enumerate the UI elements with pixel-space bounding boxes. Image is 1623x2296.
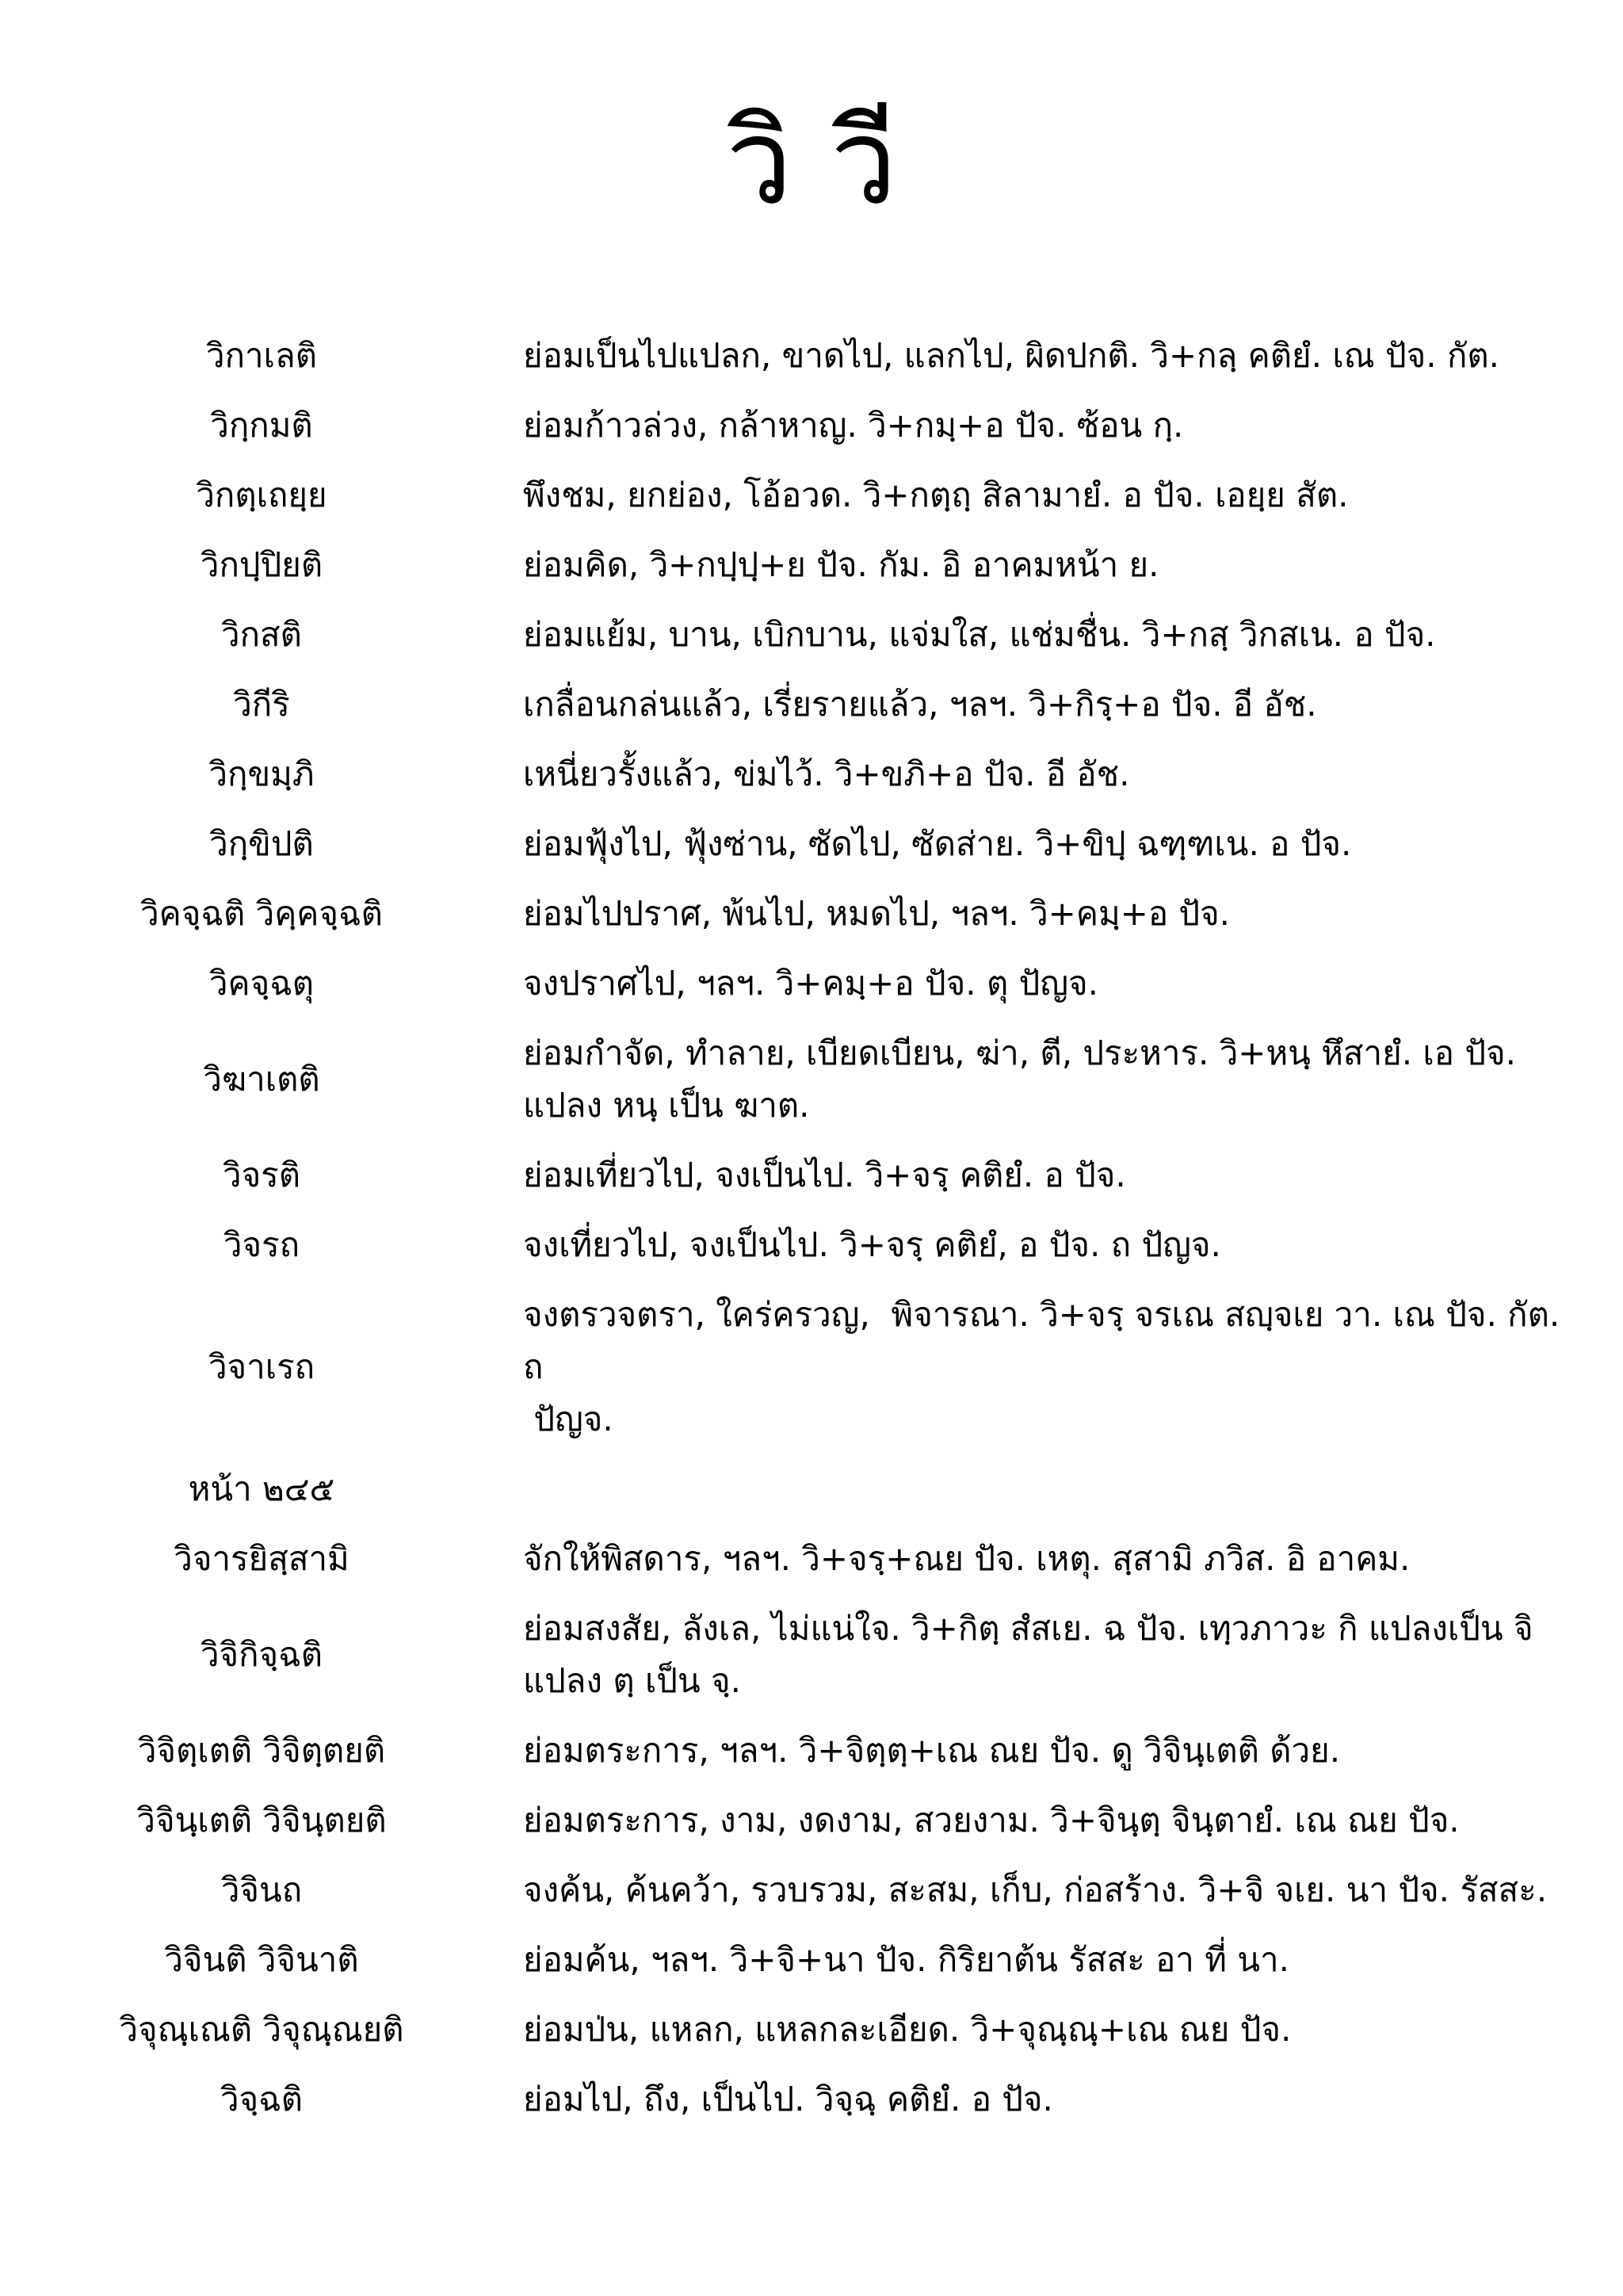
dictionary-entry: [0, 670, 1623, 739]
entry-term: วิจาเรถ: [208, 1347, 315, 1386]
entry-meaning: จักให้พิสดาร, ฯลฯ. วิ+จรฺ+ณย ปัจ. เหตุ. สฺสามิ ภวิส. อิ อาคม.: [523, 1539, 1411, 1578]
entry-meaning: ย่อมตระการ, ฯลฯ. วิ+จิตฺตฺ+เณ ณย ปัจ. ดู วิจินฺเตติ ด้วย.: [523, 1731, 1341, 1770]
page-title: วิ วี: [725, 94, 898, 231]
entry-term: วิจิกิจฺฉติ: [200, 1635, 323, 1674]
dictionary-entry: [0, 1140, 1623, 1210]
dictionary-entry: [0, 1594, 1623, 1716]
entry-term: วิจุณฺเณติ วิจุณฺณยติ: [119, 2010, 404, 2049]
entry-term: วิฆาเตติ: [203, 1060, 320, 1098]
entry-term: วิคจฺฉติ วิคฺคจฺฉติ: [140, 894, 383, 933]
entry-term: วิจารยิสฺสามิ: [174, 1539, 349, 1578]
entry-meaning: ย่อมเป็นไปแปลก, ขาดไป, แลกไป, ผิดปกติ. วิ+กลฺ คติยํ. เณ ปัจ. กัต.: [523, 336, 1500, 375]
entry-term: วิคจฺฉตุ: [208, 964, 315, 1003]
dictionary-entry: [0, 1925, 1623, 1995]
entry-term: วิกฺขมฺภิ: [208, 755, 315, 793]
entry-term: วิจินติ วิจินาติ: [164, 1940, 359, 1979]
entry-term: วิจรติ: [222, 1156, 301, 1194]
dictionary-entries: [0, 321, 1623, 2134]
entry-meaning: พึงชม, ยกย่อง, โอ้อวด. วิ+กตฺถฺ สิลามายํ. อ ปัจ. เอยฺย สัต.: [523, 476, 1349, 514]
entry-meaning: ย่อมค้น, ฯลฯ. วิ+จิ+นา ปัจ. กิริยาต้น รัสสะ อา ที่ นา.: [523, 1940, 1289, 1979]
entry-term: วิกาเลติ: [206, 336, 317, 375]
page-number-marker: [0, 1454, 1623, 1524]
dictionary-entry: [0, 1995, 1623, 2065]
dictionary-entry: [0, 949, 1623, 1018]
dictionary-entry: [0, 2065, 1623, 2134]
entry-term: วิกฺกมติ: [210, 406, 313, 445]
dictionary-entry: [0, 1524, 1623, 1594]
entry-term: วิจินถ: [220, 1870, 303, 1909]
entry-meaning: ย่อมสงสัย, ลังเล, ไม่แน่ใจ. วิ+กิตฺ สํสเย. ฉ ปัจ. เทฺวภาวะ กิ แปลงเป็น จิ แปลง ตฺ เป็น จฺ.: [523, 1609, 1533, 1700]
dictionary-entry: [0, 600, 1623, 670]
entry-term: วิจฺฉติ: [220, 2080, 304, 2118]
entry-term: วิจรถ: [223, 1225, 300, 1264]
dictionary-entry: [0, 1855, 1623, 1925]
entry-term: วิกสติ: [221, 615, 302, 654]
dictionary-entry: [0, 321, 1623, 391]
entry-meaning: ย่อมเที่ยวไป, จงเป็นไป. วิ+จรฺ คติยํ. อ ปัจ.: [523, 1156, 1126, 1194]
entry-meaning: จงเที่ยวไป, จงเป็นไป. วิ+จรฺ คติยํ, อ ปัจ. ถ ปัญจ.: [523, 1225, 1221, 1264]
entry-term: วิกปฺปิยติ: [200, 545, 323, 584]
entry-meaning: ย่อมแย้ม, บาน, เบิกบาน, แจ่มใส, แช่มชื่น. วิ+กสฺ วิกสเน. อ ปัจ.: [523, 615, 1436, 654]
entry-meaning: จงตรวจตรา, ใคร่ครวญ, พิจารณา. วิ+จรฺ จรเณ สญฺจเย วา. เณ ปัจ. กัต. ถ ปัญจ.: [523, 1295, 1560, 1438]
entry-meaning: ย่อมก้าวล่วง, กล้าหาญ. วิ+กมฺ+อ ปัจ. ซ้อน กฺ.: [523, 406, 1184, 445]
entry-term: วิจินฺเตติ วิจินฺตยติ: [136, 1801, 387, 1839]
dictionary-entry: [0, 530, 1623, 600]
dictionary-entry: [0, 879, 1623, 949]
entry-term: วิกฺขิปติ: [209, 824, 314, 863]
dictionary-entry: [0, 391, 1623, 460]
entry-meaning: ย่อมกำจัด, ทำลาย, เบียดเบียน, ฆ่า, ตี, ประหาร. วิ+หนฺ หึสายํ. เอ ปัจ. แปลง หนฺ เป็น ฆาต.: [523, 1033, 1516, 1125]
entry-term: วิกีริ: [233, 685, 290, 724]
entry-term: วิจิตฺเตติ วิจิตฺตยติ: [137, 1731, 386, 1770]
dictionary-entry: [0, 460, 1623, 530]
entry-meaning: จงปราศไป, ฯลฯ. วิ+คมฺ+อ ปัจ. ตุ ปัญจ.: [523, 964, 1098, 1003]
dictionary-entry: [0, 1786, 1623, 1855]
entry-meaning: ย่อมตระการ, งาม, งดงาม, สวยงาม. วิ+จินฺตฺ จินฺตายํ. เณ ณย ปัจ.: [523, 1801, 1460, 1839]
entry-meaning: เหนี่ยวรั้งแล้ว, ข่มไว้. วิ+ขภิ+อ ปัจ. อี อัช.: [523, 755, 1130, 793]
dictionary-entry: [0, 1018, 1623, 1140]
dictionary-entry: [0, 1716, 1623, 1786]
dictionary-entry: [0, 809, 1623, 879]
entry-meaning: ย่อมป่น, แหลก, แหลกละเอียด. วิ+จุณฺณฺ+เณ ณย ปัจ.: [523, 2010, 1292, 2049]
entry-term: วิกตฺเถยฺย: [196, 476, 327, 514]
page-number-label: หน้า ๒๔๕: [188, 1469, 335, 1508]
entry-meaning: ย่อมคิด, วิ+กปฺปฺ+ย ปัจ. กัม. อิ อาคมหน้า ย.: [523, 545, 1159, 584]
entry-meaning: จงค้น, ค้นคว้า, รวบรวม, สะสม, เก็บ, ก่อสร้าง. วิ+จิ จเย. นา ปัจ. รัสสะ.: [523, 1870, 1548, 1909]
entry-meaning: ย่อมฟุ้งไป, ฟุ้งซ่าน, ซัดไป, ซัดส่าย. วิ+ขิปฺ ฉฑฺฑเน. อ ปัจ.: [523, 824, 1352, 863]
dictionary-entry: [0, 739, 1623, 809]
entry-meaning: ย่อมไป, ถึง, เป็นไป. วิจฺฉฺ คติยํ. อ ปัจ.: [523, 2080, 1053, 2118]
dictionary-entry: [0, 1280, 1623, 1454]
dictionary-entry: [0, 1210, 1623, 1280]
entry-meaning: เกลื่อนกล่นแล้ว, เรี่ยรายแล้ว, ฯลฯ. วิ+กิรฺ+อ ปัจ. อี อัช.: [523, 685, 1317, 724]
entry-meaning: ย่อมไปปราศ, พ้นไป, หมดไป, ฯลฯ. วิ+คมฺ+อ ปัจ.: [523, 894, 1231, 933]
